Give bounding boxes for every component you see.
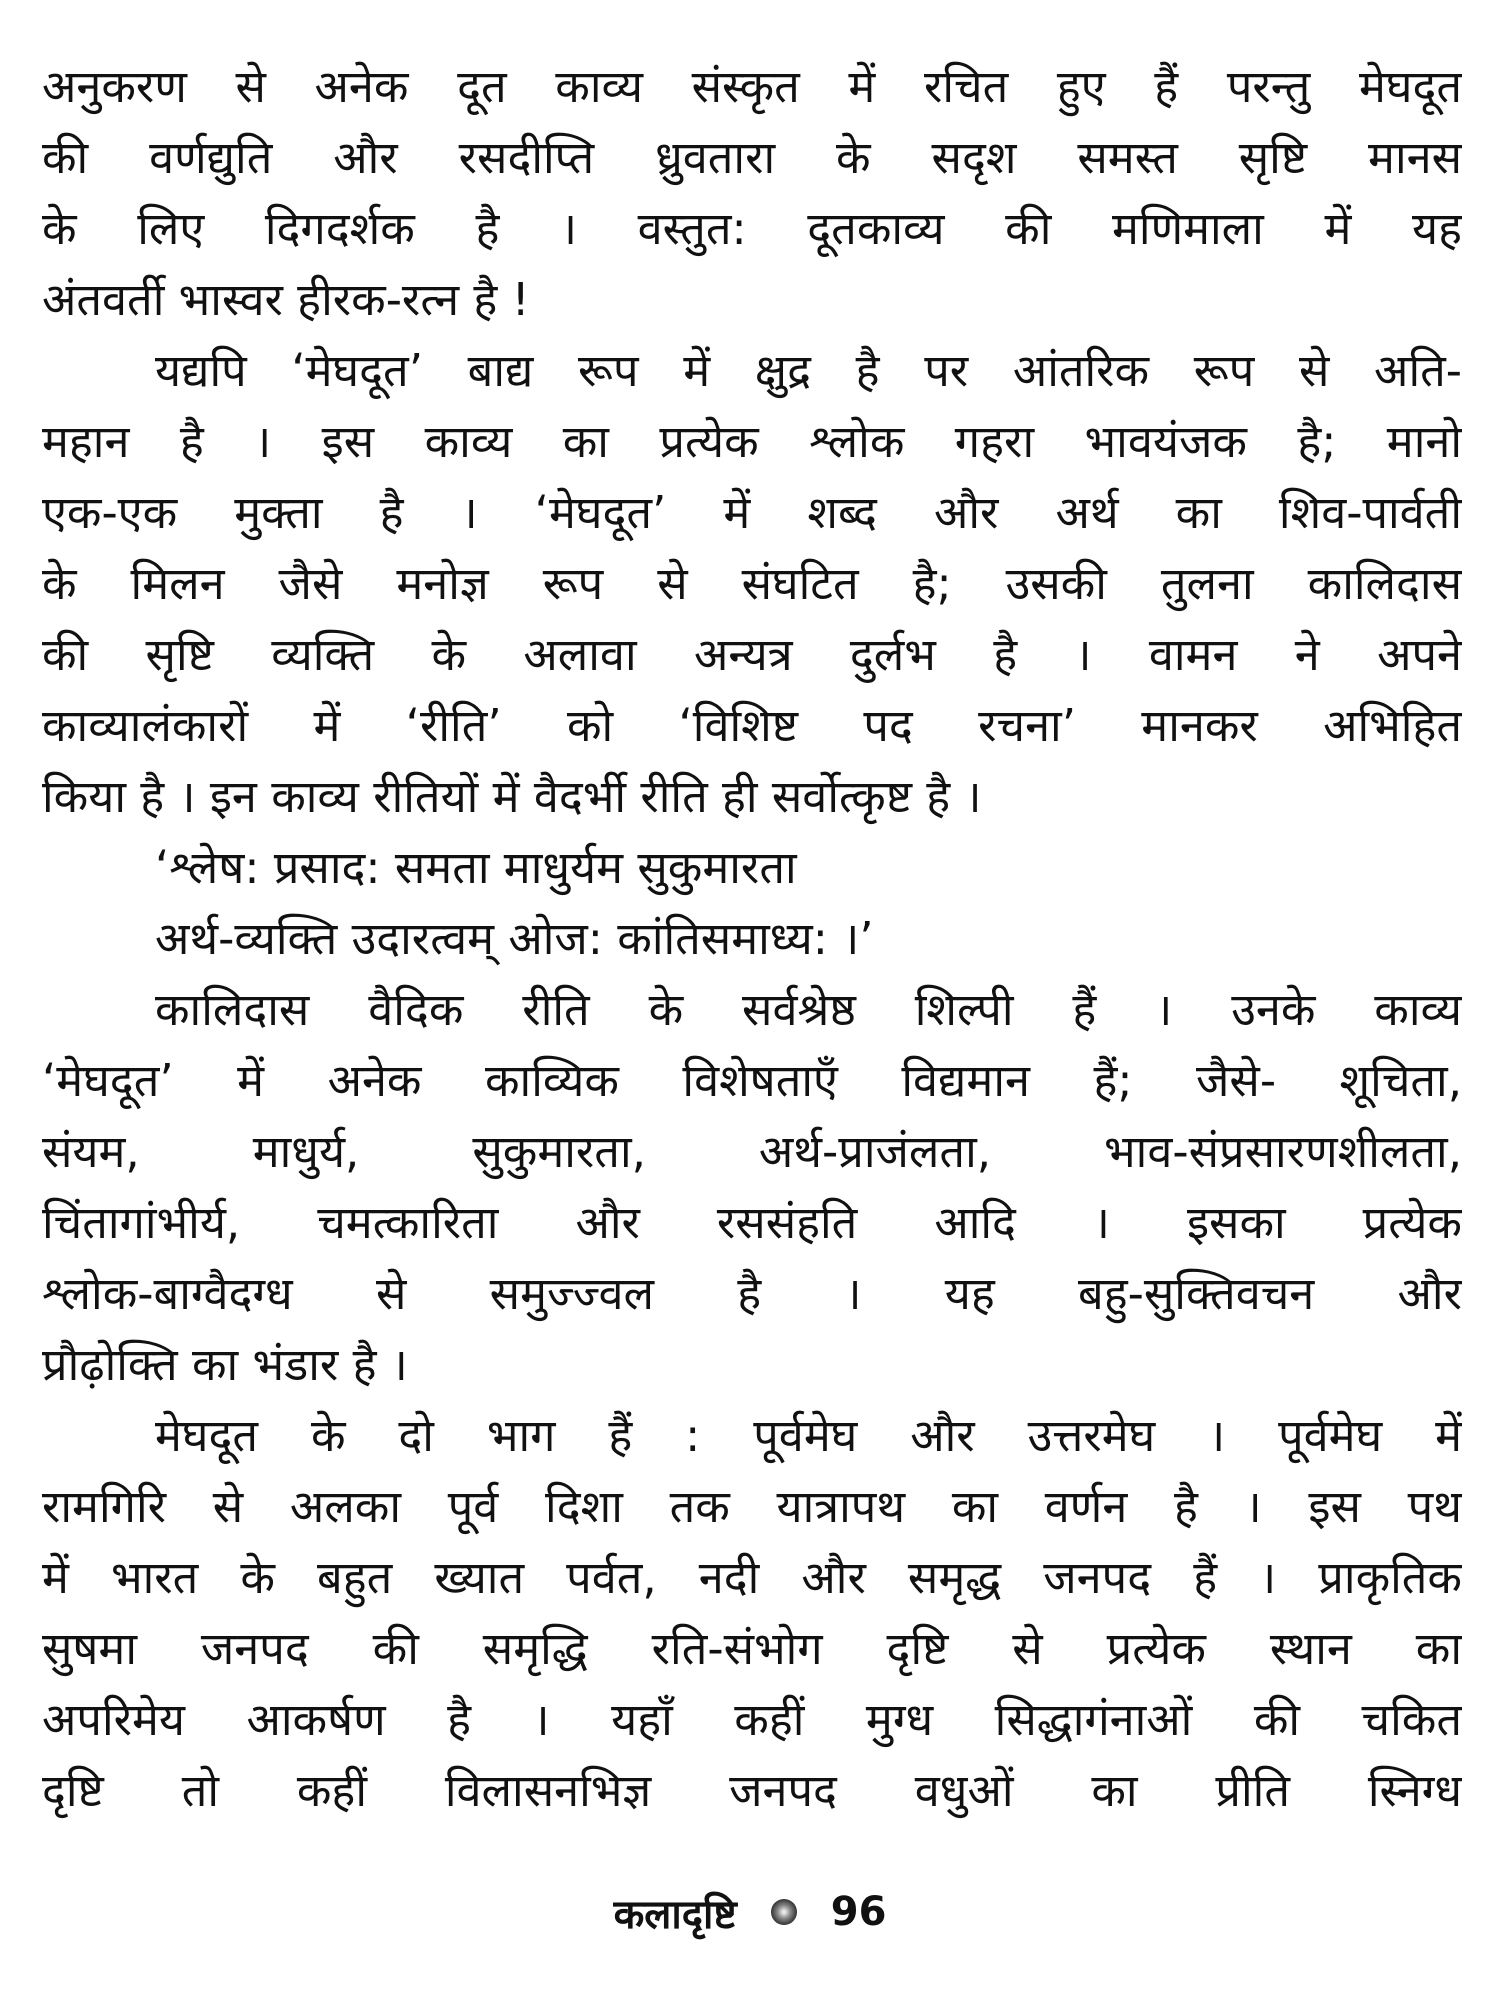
- text-line: महान है । इस काव्य का प्रत्येक श्लोक गहरा भावयंजक है; मानो: [42, 415, 1462, 468]
- text-line: सुषमा जनपद की समृद्धि रति-संभोग दृष्टि से प्रत्येक स्थान का: [42, 1622, 1462, 1675]
- text-line: कालिदास वैदिक रीति के सर्वश्रेष्ठ शिल्पी हैं । उनके काव्य: [155, 983, 1462, 1036]
- text-line: संयम, माधुर्य, सुकुमारता, अर्थ-प्राजंलता, भाव-संप्रसारणशीलता,: [42, 1125, 1462, 1178]
- text-line: अंतवर्ती भास्वर हीरक-रत्न है !: [42, 273, 530, 326]
- page-number: 96: [830, 1889, 887, 1935]
- text-line: ‘मेघदूत’ में अनेक काव्यिक विशेषताएँ विद्यमान हैं; जैसे- शूचिता,: [42, 1054, 1462, 1107]
- text-line: के मिलन जैसे मनोज्ञ रूप से संघटित है; उसकी तुलना कालिदास: [42, 557, 1462, 610]
- footer-title: कलादृष्टि: [613, 1891, 737, 1938]
- text-line: के लिए दिगदर्शक है । वस्तुत: दूतकाव्य की मणिमाला में यह: [42, 202, 1462, 255]
- text-line: दृष्टि तो कहीं विलासनभिज्ञ जनपद वधुओं का प्रीति स्निग्ध: [42, 1764, 1462, 1817]
- verse-line: अर्थ-व्यक्ति उदारत्वम् ओज: कांतिसमाध्य: ।’: [155, 912, 874, 965]
- text-line: काव्यालंकारों में ‘रीति’ को ‘विशिष्ट पद रचना’ मानकर अभिहित: [42, 699, 1462, 752]
- text-line: किया है । इन काव्य रीतियों में वैदर्भी रीति ही सर्वोत्कृष्ट है ।: [42, 770, 982, 823]
- text-line: यद्यपि ‘मेघदूत’ बाद्य रूप में क्षुद्र है पर आंतरिक रूप से अति-: [155, 344, 1462, 397]
- text-line: प्रौढ़ोक्ति का भंडार है ।: [42, 1338, 408, 1391]
- text-line: एक-एक मुक्ता है । ‘मेघदूत’ में शब्द और अर्थ का शिव-पार्वती: [42, 486, 1462, 539]
- text-line: चिंतागांभीर्य, चमत्कारिता और रससंहति आदि । इसका प्रत्येक: [42, 1196, 1462, 1249]
- text-line: की सृष्टि व्यक्ति के अलावा अन्यत्र दुर्लभ है । वामन ने अपने: [42, 628, 1462, 681]
- verse-line: ‘श्लेष: प्रसाद: समता माधुर्यम सुकुमारता: [155, 841, 797, 894]
- page-footer: [0, 1882, 1500, 1942]
- text-line: रामगिरि से अलका पूर्व दिशा तक यात्रापथ का वर्णन है । इस पथ: [42, 1480, 1462, 1533]
- text-line: की वर्णद्युति और रसदीप्ति ध्रुवतारा के सदृश समस्त सृष्टि मानस: [42, 131, 1462, 184]
- text-line: श्लोक-बाग्वैदग्ध से समुज्ज्वल है । यह बहु-सुक्तिवचन और: [42, 1267, 1462, 1320]
- flower-ornament-icon: [771, 1899, 797, 1925]
- text-line: मेघदूत के दो भाग हैं : पूर्वमेघ और उत्तरमेघ । पूर्वमेघ में: [155, 1409, 1462, 1462]
- text-line: अनुकरण से अनेक दूत काव्य संस्कृत में रचित हुए हैं परन्तु मेघदूत: [42, 60, 1462, 113]
- text-line: में भारत के बहुत ख्यात पर्वत, नदी और समृद्ध जनपद हैं । प्राकृतिक: [42, 1551, 1462, 1604]
- text-line: अपरिमेय आकर्षण है । यहाँ कहीं मुग्ध सिद्धागंनाओं की चकित: [42, 1693, 1462, 1746]
